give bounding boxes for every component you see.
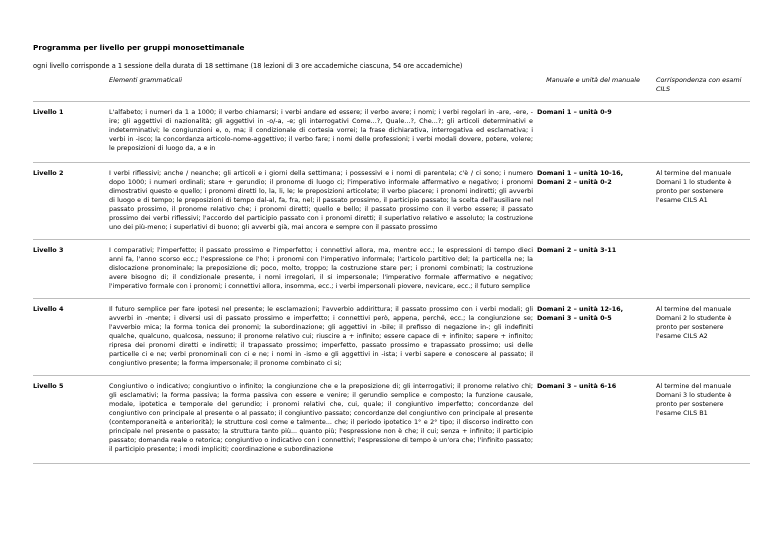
header-elements: Elementi grammaticali: [109, 76, 183, 84]
manual-unit: Domani 2 – unità 0-2: [537, 178, 612, 186]
manual-unit: Domani 2 – unità 3-11: [537, 246, 617, 254]
table-header-row: [33, 72, 750, 102]
header-level: [33, 72, 109, 102]
grammar-elements: I verbi riflessivi; anche / neanche; gli articoli e i giorni della settimana; i possessivi e i nomi di parentela; c'è / ci sono; i numero dopo 1000; i numeri ordinali; stare + gerundio; il pronome di luogo ci; l'imperativo informale affermativo e negativo; i pronomi dimostrativi questo e quello; i pronomi diretti lo, la, li, le; le preposizioni articolate; il verbo piacere; i pronomi indiretti; gli avverbi di luogo e di tempo; le preposizioni di tempo dal-al, fa, fra, nel; il passato prossimo, il participio passato; la scelta dell'ausiliare nel passato prossimo, il pronome relativo che; i pronomi diretti; quello e bello; il passato prossimo con il verbo essere; il passato prossimo dei verbi riflessivi; l'accordo del participio passato con i pronomi diretti; il superlativo relativo e assoluto; la costruzione uno dei più-meno; i superlativi di buono; gli avverbi già, mai ancora e sempre con il passato prossimo: [109, 169, 533, 231]
cils-correspondence: [648, 240, 750, 299]
grammar-elements: Congiuntivo o indicativo; congiuntivo o infinito; la congiunzione che e la preposizione di; gli interrogativi; il pronome relativo chi; gli esclamativi; la forma passiva; la forma passiva con essere e venire; il gerundio semplice e composto; la funzione causale, modale, ipotetica e temporale del gerundio; i pronomi relativi che, cui, quale; il congiuntivo imperfetto; concordanze del congiuntivo con principale al presente o al passato; il congiuntivo passato; concordanze del congiuntivo con principale al presente (contemporaneità e anteriorità); le strutture così come e talmente... che; il periodo ipotetico 1° e 2° tipo; il discorso indiretto con principale nel presente o passato; la struttura tanto più... quanto più; l'espressione non è che; il cui; senza + infinito; il participio passato; domanda reale o retorica; congiuntivo o indicativo con i connettivi; l'espressione di tempo è un'ora che; l'infinito passato; il participio presente; i modi impliciti; coordinazione e subordinazione: [109, 382, 533, 453]
table-row: [33, 376, 750, 464]
grammar-elements: L'alfabeto; i numeri da 1 a 1000; il verbo chiamarsi; i verbi andare ed essere; il verbo avere; i nomi; i verbi regolari in -are, -ere, -ire; gli aggettivi di nazionalità; gli aggettivi in -o/-a, -e; gli interrogativi Come...?, Quale...?, Che...?; gli articoli determinativi e indeterminativi; le congiunzioni e, o, ma; il condizionale di cortesia vorrei; la frase dichiarativa, interrogativa ed esclamativa; i verbi in -isco; la concordanza articolo-nome-aggettivo; il verbo fare; i nomi delle professioni; i verbi modali dovere, potere, volere; le preposizioni di luogo da, a e in: [109, 108, 533, 152]
header-manual: Manuale e unità del manuale: [546, 76, 640, 84]
manual-unit: Domani 2 – unità 12-16,: [537, 305, 624, 313]
level-label: Livello 4: [33, 305, 64, 313]
cils-correspondence: [648, 102, 750, 163]
manual-units: [537, 102, 648, 163]
document-title: Programma per livello per gruppi monosettimanale: [33, 43, 245, 52]
grammar-elements: Il futuro semplice per fare ipotesi nel presente; le esclamazioni; l'avverbio addirittura; il passato prossimo con i verbi modali; gli avverbi in -mente; i diversi usi di passato prossimo e imperfetto; i connettivi però, appena, perché, ecc.; la congiunzione se; l'avverbio mica; la forma tonica dei pronomi; la subordinazione; gli aggettivi in -bile; il prefisso di negazione in-; gli indefiniti qualche, qualcuno, qualcosa, nessuno; il pronome relativo cui; riuscire a + infinito; essere capace di + infinito; sapere + infinito; ripresa dei pronomi diretti e indiretti; il trapassato prossimo; imperfetto, passato prossimo e trapassato prossimo; usi delle particelle ci e ne; verbi pronominali con ci e ne; i nomi in -ismo e gli aggettivi in -ista; i verbi sapere e conoscere al passato; il congiuntivo presente; la forma impersonale; il pronome combinato ci si;: [109, 305, 533, 367]
level-label: Livello 3: [33, 246, 64, 254]
level-label: Livello 2: [33, 169, 64, 177]
document-subtitle: ogni livello corrisponde a 1 sessione della durata di 18 settimane (18 lezioni di 3 ore accademiche ciascuna, 54 ore accademiche): [33, 62, 463, 70]
table-row: [33, 163, 750, 240]
level-label: Livello 5: [33, 382, 64, 390]
manual-units: [537, 163, 648, 240]
cils-correspondence: Al termine del manuale Domani 3 lo studente è pronto per sostenere l'esame CILS B1: [656, 382, 732, 417]
manual-units: [537, 376, 648, 464]
level-label: Livello 1: [33, 108, 64, 116]
manual-units: [537, 299, 648, 376]
cils-correspondence: Al termine del manuale Domani 1 lo studente è pronto per sostenere l'esame CILS A1: [656, 169, 732, 204]
table-row: [33, 102, 750, 163]
manual-unit: Domani 3 – unità 0-5: [537, 314, 612, 322]
table-row: [33, 299, 750, 376]
manual-unit: Domani 1 – unità 10-16,: [537, 169, 624, 177]
cils-correspondence: Al termine del manuale Domani 2 lo studente è pronto per sostenere l'esame CILS A2: [656, 305, 732, 340]
table-row: [33, 240, 750, 299]
header-cils: Corrispondenza con esami CILS: [656, 76, 742, 93]
grammar-elements: I comparativi; l'imperfetto; il passato prossimo e l'imperfetto; i connettivi allora, ma, mentre ecc.; le espressioni di tempo dieci anni fa, l'anno scorso ecc.; l'espressione ce l'ho; i pronomi con l'imperativo informale; l'articolo partitivo del; la particella ne; la dislocazione pronominale; la preposizione di; poco, molto, troppo; la costruzione stare per; i pronomi combinati; la costruzione avere bisogno di; il condizionale presente, i nomi irregolari, il si impersonale; l'imperativo formale affermativo e negativo; l'imperativo formale con i pronomi; i connettivi allora, insomma, ecc.; i verbi impersonali piovere, nevicare, ecc.; il futuro semplice: [109, 246, 533, 290]
program-table: [33, 72, 750, 464]
manual-unit: Domani 3 – unità 6-16: [537, 382, 617, 390]
manual-unit: Domani 1 – unità 0-9: [537, 108, 612, 116]
manual-units: [537, 240, 648, 299]
